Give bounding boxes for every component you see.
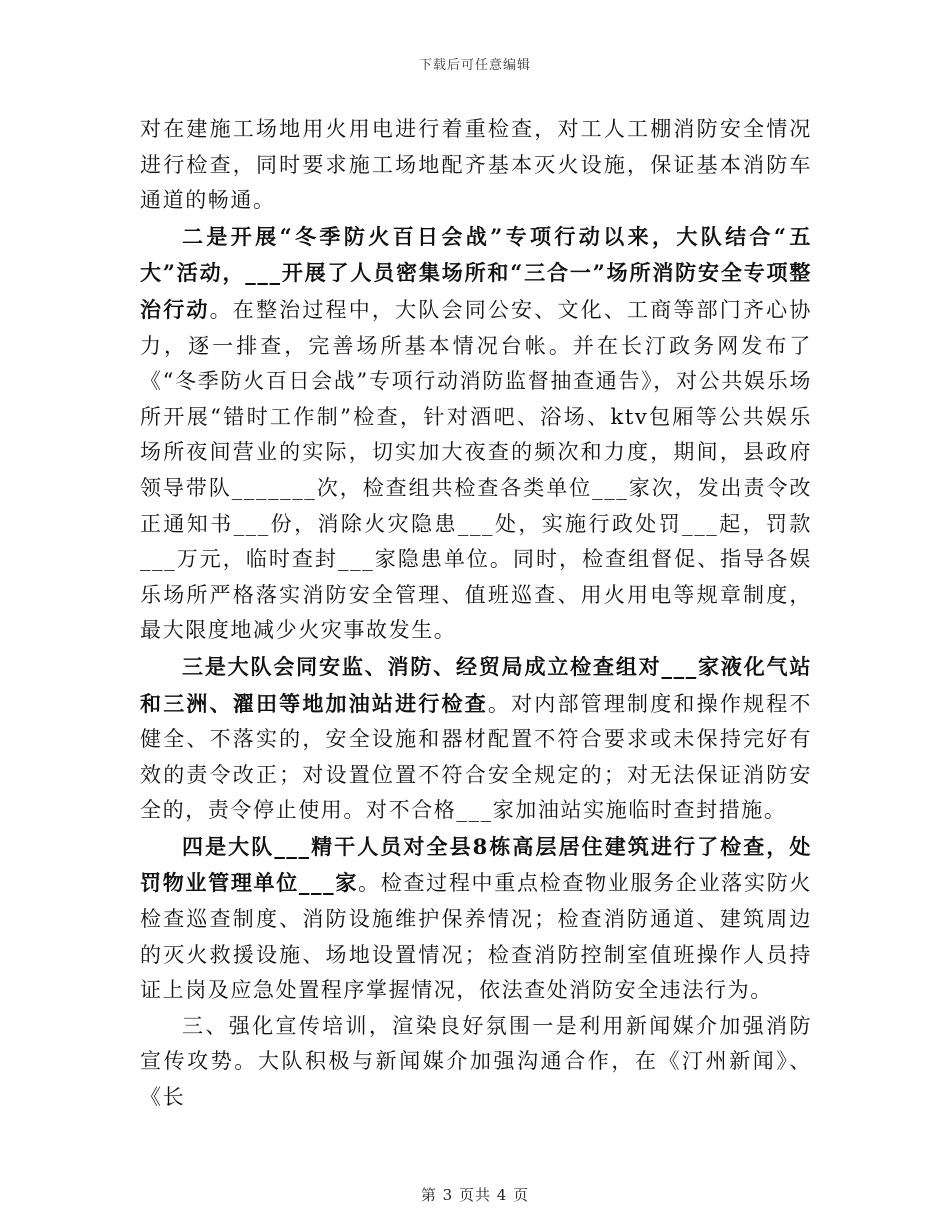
paragraph-lead-bold: 三是大队会同安监、消防、经贸局成立检查组对___家液化气站和三洲、濯田等地加油站进行检查 <box>140 653 812 716</box>
paragraph-lead-bold: 二是开展“冬季防火百日会战”专项行动以来，大队结合“五大”活动，___开展了人员密集场所和“三合一”场所消防安全专项整治行动 <box>140 223 812 322</box>
page-number: 第 3 页共 4 页 <box>420 1186 530 1204</box>
paragraph-item-three <box>140 649 812 829</box>
paragraph-section-three <box>140 1009 812 1116</box>
document-body <box>140 112 812 1116</box>
paragraph-continuation <box>140 112 812 219</box>
page-header: 下载后可任意编辑 <box>418 58 531 73</box>
paragraph-item-two <box>140 219 812 649</box>
paragraph-item-four <box>140 829 812 1009</box>
paragraph-text: 三、强化宣传培训，渲染良好氛围一是利用新闻媒介加强消防宣传攻势。大队积极与新闻媒介加强沟通合作，在《汀州新闻》、《长 <box>140 1013 812 1110</box>
paragraph-lead-bold: 四是大队___精干人员对全县8栋高层居住建筑进行了检查，处罚物业管理单位___家 <box>140 833 812 896</box>
paragraph-text: 。检查过程中重点检查物业服务企业落实防火检查巡查制度、消防设施维护保养情况；检查消防通道、建筑周边的灭火救援设施、场地设置情况；检查消防控制室值班操作人员持证上岗及应急处置程序掌握情况，依法查处消防安全违法行为。 <box>140 871 812 1003</box>
paragraph-text: 对在建施工场地用火用电进行着重检查，对工人工棚消防安全情况进行检查，同时要求施工场地配齐基本灭火设施，保证基本消防车通道的畅通。 <box>140 117 812 213</box>
paragraph-text: 。在整治过程中，大队会同公安、文化、工商等部门齐心协力，逐一排查，完善场所基本情况台帐。并在长汀政务网发布了《“冬季防火百日会战”专项行动消防监督抽查通告》，对公共娱乐场所开展“错时工作制”检查，针对酒吧、浴场、ktv包厢等公共娱乐场所夜间营业的实际，切实加大夜查的频次和力度，期间，县政府领导带队_______次，检查组共检查各类单位___家次，发出责令改正通知书___份，消除火灾隐患___处，实施行政处罚___起，罚款___万元，临时查封___家隐患单位。同时，检查组督促、指导各娱乐场所严格落实消防安全管理、值班巡查、用火用电等规章制度，最大限度地减少火灾事故发生。 <box>140 297 812 643</box>
paragraph-text: 。对内部管理制度和操作规程不健全、不落实的，安全设施和器材配置不符合要求或未保持完好有效的责令改正；对设置位置不符合安全规定的；对无法保证消防安全的，责令停止使用。对不合格___家加油站实施临时查封措施。 <box>140 691 812 823</box>
